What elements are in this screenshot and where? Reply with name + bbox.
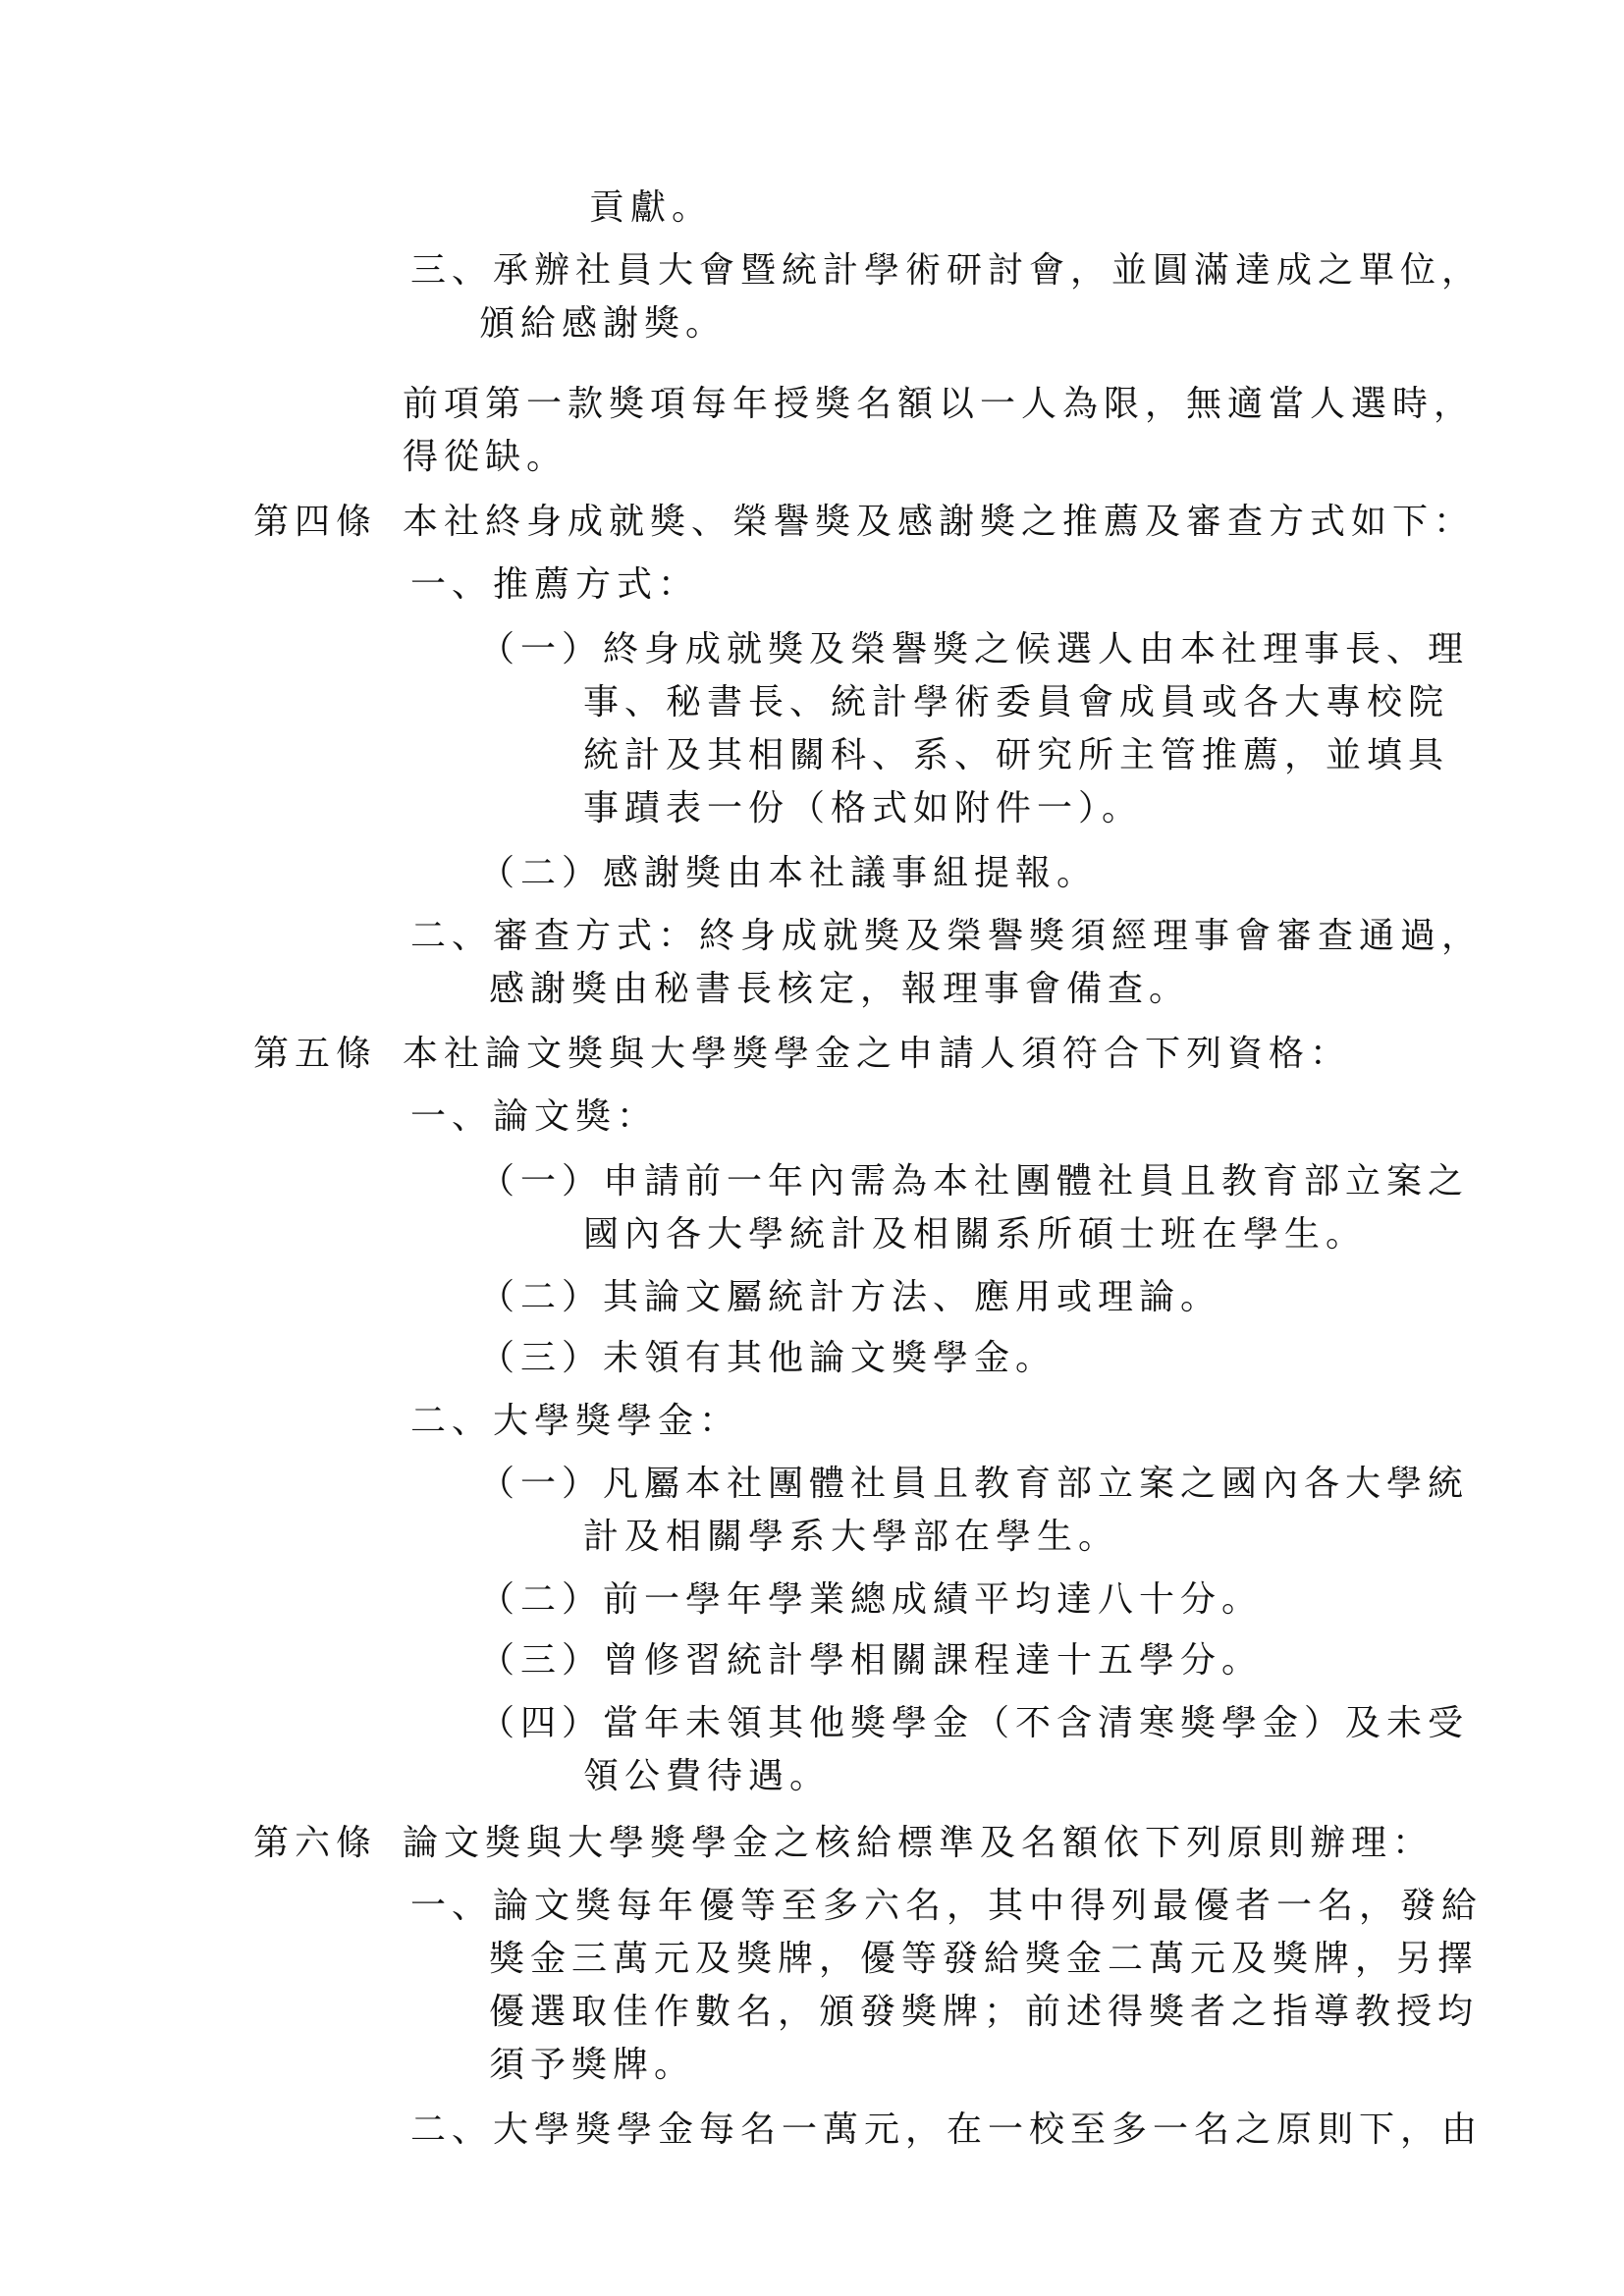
article4-item1: 一、推薦方式： bbox=[410, 564, 700, 605]
article5-item1-sub1-line1: （一）申請前一年內需為本社團體社員且教育部立案之 bbox=[479, 1161, 1470, 1201]
article3-note-line1: 前項第一款獎項每年授獎名額以一人為限，無適當人選時， bbox=[403, 384, 1476, 424]
article5-item2: 二、大學獎學金： bbox=[410, 1401, 741, 1441]
article6-heading: 論文獎與大學獎學金之核給標準及名額依下列原則辦理： bbox=[403, 1823, 1435, 1863]
article5-heading: 本社論文獎與大學獎學金之申請人須符合下列資格： bbox=[403, 1034, 1352, 1074]
article3-item3-line2: 頒給感謝獎。 bbox=[479, 303, 728, 344]
article3-note-line2: 得從缺。 bbox=[403, 437, 568, 477]
article5-item2-sub2: （二）前一學年學業總成績平均達八十分。 bbox=[479, 1579, 1264, 1620]
article4-label: 第四條 bbox=[253, 502, 378, 542]
article5-item2-sub4-line1: （四）當年未領其他獎學金（不含清寒獎學金）及未受 bbox=[479, 1703, 1470, 1743]
article6-label: 第六條 bbox=[253, 1823, 378, 1863]
article4-item2-line1: 二、審查方式：終身成就獎及榮譽獎須經理事會審查通過， bbox=[410, 916, 1484, 956]
article6-item1-line2: 獎金三萬元及獎牌，優等發給獎金二萬元及獎牌，另擇 bbox=[489, 1939, 1480, 1979]
article4-item1-sub1-line3: 統計及其相關科、系、研究所主管推薦，並填具 bbox=[583, 735, 1450, 775]
article4-item1-sub2: （二）感謝獎由本社議事組提報。 bbox=[479, 853, 1099, 893]
article3-item3-line1: 三、承辦社員大會暨統計學術研討會，並圓滿達成之單位， bbox=[410, 250, 1484, 291]
continuation-line: 貢獻。 bbox=[589, 187, 714, 228]
article6-item2-line1: 二、大學獎學金每名一萬元，在一校至多一名之原則下，由 bbox=[410, 2109, 1484, 2150]
article4-heading: 本社終身成就獎、榮譽獎及感謝獎之推薦及審查方式如下： bbox=[403, 502, 1476, 542]
article5-item2-sub4-line2: 領公費待遇。 bbox=[583, 1756, 832, 1796]
article5-item2-sub1-line2: 計及相關學系大學部在學生。 bbox=[583, 1517, 1120, 1557]
article5-item2-sub3: （三）曾修習統計學相關課程達十五學分。 bbox=[479, 1640, 1264, 1681]
article5-item1-sub2: （二）其論文屬統計方法、應用或理論。 bbox=[479, 1277, 1222, 1317]
article4-item1-sub1-line1: （一）終身成就獎及榮譽獎之候選人由本社理事長、理 bbox=[479, 629, 1470, 669]
article4-item1-sub1-line2: 事、秘書長、統計學術委員會成員或各大專校院 bbox=[583, 682, 1450, 722]
article5-label: 第五條 bbox=[253, 1034, 378, 1074]
article4-item2-line2: 感謝獎由秘書長核定，報理事會備查。 bbox=[489, 969, 1191, 1009]
article5-item2-sub1-line1: （一）凡屬本社團體社員且教育部立案之國內各大學統 bbox=[479, 1464, 1470, 1504]
article5-item1: 一、論文獎： bbox=[410, 1096, 659, 1137]
article4-item1-sub1-line4: 事蹟表一份（格式如附件一）。 bbox=[583, 788, 1144, 828]
article6-item1-line1: 一、論文獎每年優等至多六名，其中得列最優者一名，發給 bbox=[410, 1886, 1484, 1926]
article5-item1-sub1-line2: 國內各大學統計及相關系所碩士班在學生。 bbox=[583, 1214, 1368, 1255]
article6-item1-line4: 須予獎牌。 bbox=[489, 2045, 696, 2085]
article6-item1-line3: 優選取佳作數名，頒發獎牌；前述得獎者之指導教授均 bbox=[489, 1992, 1480, 2032]
article5-item1-sub3: （三）未領有其他論文獎學金。 bbox=[479, 1338, 1057, 1378]
